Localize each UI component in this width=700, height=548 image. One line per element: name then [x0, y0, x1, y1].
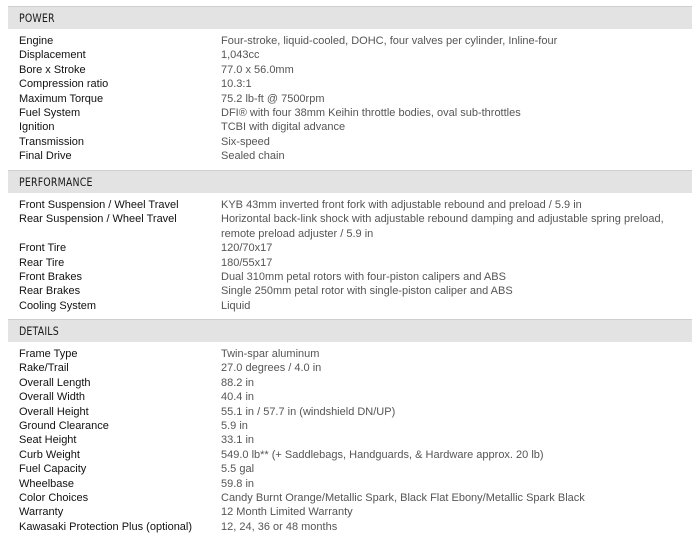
spec-row — [8, 34, 692, 48]
spec-row — [8, 48, 692, 62]
spec-value: 549.0 lb** (+ Saddlebags, Handguards, & Hardware approx. 20 lb) — [221, 448, 544, 461]
spec-value: 27.0 degrees / 4.0 in — [221, 362, 322, 375]
spec-row — [8, 212, 692, 241]
spec-value: 12, 24, 36 or 48 months — [221, 520, 338, 533]
spec-label: Rear Brakes — [19, 285, 81, 298]
section-header-details: DETAILS — [8, 319, 692, 342]
spec-row — [8, 477, 692, 491]
spec-label: Overall Length — [19, 376, 91, 389]
spec-label: Warranty — [19, 506, 64, 519]
spec-label: Frame Type — [19, 348, 78, 360]
spec-row — [8, 299, 692, 313]
spec-label: Transmission — [19, 135, 84, 148]
spec-label: Overall Height — [19, 405, 89, 418]
spec-label: Displacement — [19, 49, 86, 62]
spec-label: Curb Weight — [19, 448, 80, 461]
spec-row — [8, 347, 692, 361]
spec-label: Ignition — [19, 121, 55, 134]
spec-label: Rear Tire — [19, 256, 65, 269]
spec-value: 120/70x17 — [221, 242, 273, 255]
spec-row — [8, 120, 692, 134]
spec-label: Color Choices — [19, 492, 89, 505]
spec-row — [8, 361, 692, 375]
spec-value: 59.8 in — [221, 477, 255, 490]
spec-row — [8, 256, 692, 270]
spec-label: Fuel System — [19, 107, 81, 120]
spec-row — [8, 270, 692, 284]
spec-row — [8, 462, 692, 476]
spec-row — [8, 505, 692, 519]
spec-value: Four-stroke, liquid-cooled, DOHC, four valves per cylinder, Inline-four — [221, 35, 558, 47]
spec-row — [8, 419, 692, 433]
section-details — [8, 319, 692, 534]
spec-row — [8, 198, 692, 212]
spec-value: 40.4 in — [221, 391, 255, 404]
spec-row — [8, 405, 692, 419]
spec-value: Sealed chain — [221, 150, 285, 163]
spec-value: 12 Month Limited Warranty — [221, 506, 353, 519]
spec-row — [8, 491, 692, 505]
spec-value: Twin-spar aluminum — [221, 348, 320, 360]
spec-value: 75.2 lb-ft @ 7500rpm — [221, 92, 325, 105]
spec-value: 55.1 in / 57.7 in (windshield DN/UP) — [221, 405, 396, 418]
spec-label: Maximum Torque — [19, 92, 104, 105]
spec-row — [8, 106, 692, 120]
spec-label: Kawasaki Protection Plus (optional) — [19, 520, 193, 533]
spec-row — [8, 376, 692, 390]
spec-label: Front Suspension / Wheel Travel — [19, 199, 179, 211]
spec-value: 77.0 x 56.0mm — [221, 63, 294, 76]
section-power — [8, 6, 692, 164]
spec-label: Compression ratio — [19, 78, 109, 91]
spec-value: 33.1 in — [221, 434, 255, 447]
spec-list — [8, 342, 692, 534]
spec-row — [8, 448, 692, 462]
spec-label: Wheelbase — [19, 477, 75, 490]
spec-row — [8, 77, 692, 91]
spec-value: Dual 310mm petal rotors with four-piston calipers and ABS — [221, 271, 506, 284]
spec-row — [8, 63, 692, 77]
spec-label: Rake/Trail — [19, 362, 69, 375]
spec-value: 1,043cc — [221, 49, 260, 62]
spec-label: Engine — [19, 35, 54, 47]
spec-value: 88.2 in — [221, 376, 255, 389]
spec-row — [8, 135, 692, 149]
spec-row — [8, 284, 692, 298]
spec-label: Final Drive — [19, 150, 72, 163]
spec-row — [8, 241, 692, 255]
spec-row — [8, 149, 692, 163]
spec-value: Liquid — [221, 299, 251, 312]
spec-value: KYB 43mm inverted front fork with adjustable rebound and preload / 5.9 in — [221, 199, 582, 211]
spec-list — [8, 29, 692, 164]
spec-row — [8, 390, 692, 404]
spec-row — [8, 92, 692, 106]
spec-value: Horizontal back-link shock with adjustable rebound damping and adjustable spring preload, remote preload adjuster / 5.9 in — [221, 213, 664, 240]
spec-label: Front Brakes — [19, 271, 82, 284]
spec-label: Seat Height — [19, 434, 77, 447]
spec-value: 5.9 in — [221, 420, 248, 433]
spec-label: Rear Suspension / Wheel Travel — [19, 213, 177, 226]
spec-value: TCBI with digital advance — [221, 121, 346, 134]
spec-list — [8, 193, 692, 313]
spec-label: Overall Width — [19, 391, 86, 404]
spec-label: Ground Clearance — [19, 420, 109, 433]
spec-label: Fuel Capacity — [19, 463, 87, 476]
spec-value: DFI® with four 38mm Keihin throttle bodies, oval sub-throttles — [221, 107, 521, 120]
spec-value: Single 250mm petal rotor with single-piston caliper and ABS — [221, 285, 513, 298]
spec-value: 10.3:1 — [221, 78, 252, 91]
spec-value: 5.5 gal — [221, 463, 255, 476]
section-performance — [8, 170, 692, 313]
spec-value: 180/55x17 — [221, 256, 273, 269]
spec-row — [8, 520, 692, 534]
spec-value: Candy Burnt Orange/Metallic Spark, Black Flat Ebony/Metallic Spark Black — [221, 492, 585, 505]
spec-value: Six-speed — [221, 135, 270, 148]
section-header-performance: PERFORMANCE — [8, 170, 692, 193]
section-header-power: POWER — [8, 6, 692, 29]
spec-label: Cooling System — [19, 299, 97, 312]
spec-row — [8, 433, 692, 447]
spec-label: Front Tire — [19, 242, 67, 255]
spec-label: Bore x Stroke — [19, 63, 86, 76]
